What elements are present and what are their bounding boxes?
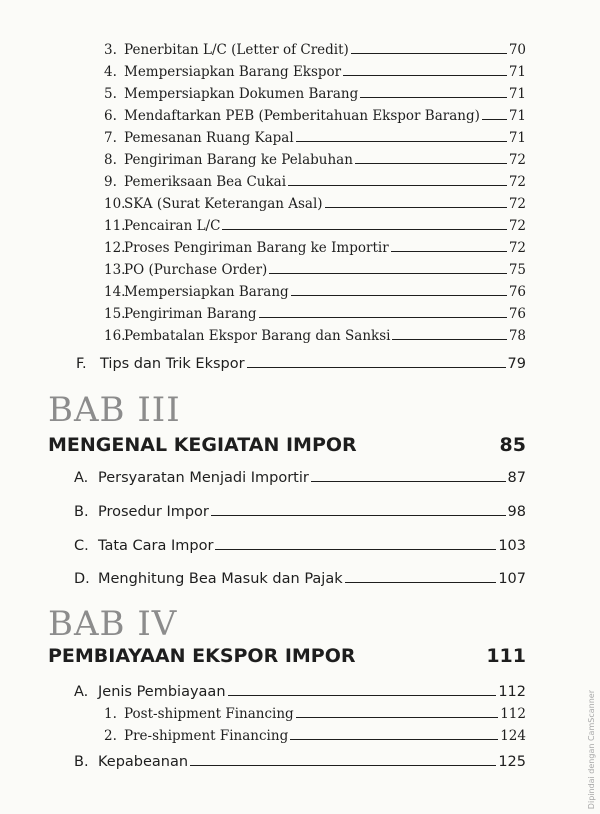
toc-subitem[interactable]: 16. Pembatalan Ekspor Barang dan Sanksi 78 bbox=[104, 328, 526, 344]
leader-line bbox=[291, 295, 507, 296]
toc-page-number: 103 bbox=[498, 538, 526, 554]
leader-line bbox=[259, 317, 507, 318]
toc-item-text: Persyaratan Menjadi Importir bbox=[98, 470, 309, 486]
chapter-page-number: 111 bbox=[486, 645, 526, 667]
chapter-title: PEMBIAYAAN EKSPOR IMPOR bbox=[48, 645, 356, 667]
leader-line bbox=[360, 97, 507, 98]
leader-line bbox=[343, 75, 507, 76]
toc-subitem[interactable]: 7. Pemesanan Ruang Kapal 71 bbox=[104, 130, 526, 146]
toc-item-f[interactable]: F. Tips dan Trik Ekspor 79 bbox=[76, 356, 526, 372]
toc-page-number: 71 bbox=[508, 64, 526, 80]
toc-item[interactable]: B. Kepabeanan 125 bbox=[74, 754, 526, 770]
toc-page-number: 107 bbox=[498, 571, 526, 587]
toc-page-number: 72 bbox=[508, 240, 526, 256]
toc-subitem-text: Mempersiapkan Barang bbox=[124, 284, 289, 300]
toc-item-text: Kepabeanan bbox=[98, 754, 189, 770]
toc-page-number: 125 bbox=[498, 754, 526, 770]
toc-subitem-text: Mempersiapkan Barang Ekspor bbox=[124, 64, 342, 80]
leader-line bbox=[247, 367, 506, 368]
toc-subitem-text: Pemesanan Ruang Kapal bbox=[124, 130, 294, 146]
toc-subitem[interactable]: 10. SKA (Surat Keterangan Asal) 72 bbox=[104, 196, 526, 212]
toc-subitem[interactable]: 2. Pre-shipment Financing 124 bbox=[104, 728, 526, 744]
leader-line bbox=[391, 251, 507, 252]
chapter-page-number: 85 bbox=[499, 434, 526, 456]
toc-page-number: 87 bbox=[507, 470, 526, 486]
leader-line bbox=[325, 207, 507, 208]
toc-subitem-text: Mendaftarkan PEB (Pemberitahuan Ekspor Barang) bbox=[124, 108, 480, 124]
toc-subitem-text: Pre-shipment Financing bbox=[124, 728, 289, 744]
toc-subitem-text: Pemeriksaan Bea Cukai bbox=[124, 174, 287, 190]
leader-line bbox=[288, 185, 507, 186]
toc-subitem-text: PO (Purchase Order) bbox=[124, 262, 268, 278]
toc-item[interactable]: C. Tata Cara Impor 103 bbox=[74, 538, 526, 554]
toc-subitem-text: Pengiriman Barang ke Pelabuhan bbox=[124, 152, 353, 168]
toc-page-number: 72 bbox=[508, 174, 526, 190]
leader-line bbox=[215, 549, 496, 550]
toc-page-number: 72 bbox=[508, 152, 526, 168]
toc-subitem[interactable]: 3. Penerbitan L/C (Letter of Credit) 70 bbox=[104, 42, 526, 58]
toc-page-number: 76 bbox=[508, 306, 526, 322]
toc-page-number: 70 bbox=[508, 42, 526, 58]
leader-line bbox=[211, 515, 506, 516]
toc-subitem[interactable]: 14. Mempersiapkan Barang 76 bbox=[104, 284, 526, 300]
chapter-label: BAB IV bbox=[48, 604, 178, 644]
chapter-label: BAB III bbox=[48, 390, 181, 430]
leader-line bbox=[345, 582, 497, 583]
toc-subitem-text: Pencairan L/C bbox=[124, 218, 221, 234]
leader-line bbox=[351, 53, 507, 54]
leader-line bbox=[228, 695, 497, 696]
toc-item[interactable]: A. Persyaratan Menjadi Importir 87 bbox=[74, 470, 526, 486]
toc-page-number: 76 bbox=[508, 284, 526, 300]
toc-page-number: 71 bbox=[508, 86, 526, 102]
toc-page-number: 98 bbox=[507, 504, 526, 520]
scanner-watermark: Dipindai dengan CamScanner bbox=[587, 690, 596, 810]
toc-subitem[interactable]: 15. Pengiriman Barang 76 bbox=[104, 306, 526, 322]
toc-page-number: 112 bbox=[500, 706, 526, 722]
toc-page-number: 75 bbox=[508, 262, 526, 278]
toc-item[interactable]: A. Jenis Pembiayaan 112 bbox=[74, 684, 526, 700]
chapter-heading[interactable] bbox=[48, 645, 526, 667]
toc-page-number: 72 bbox=[508, 196, 526, 212]
toc-page-number: 71 bbox=[508, 130, 526, 146]
toc-page-number: 112 bbox=[498, 684, 526, 700]
leader-line bbox=[296, 717, 499, 718]
toc-subitem-text: Penerbitan L/C (Letter of Credit) bbox=[124, 42, 349, 58]
toc-page-number: 124 bbox=[500, 728, 526, 744]
leader-line bbox=[269, 273, 506, 274]
toc-subitem-text: Proses Pengiriman Barang ke Importir bbox=[124, 240, 389, 256]
toc-subitem[interactable]: 8. Pengiriman Barang ke Pelabuhan 72 bbox=[104, 152, 526, 168]
toc-subitem[interactable]: 13. PO (Purchase Order) 75 bbox=[104, 262, 526, 278]
toc-subitem-text: Pembatalan Ekspor Barang dan Sanksi bbox=[124, 328, 391, 344]
leader-line bbox=[290, 739, 498, 740]
toc-subitem-text: Post-shipment Financing bbox=[124, 706, 294, 722]
toc-page-number: 79 bbox=[507, 356, 526, 372]
toc-item[interactable]: D. Menghitung Bea Masuk dan Pajak 107 bbox=[74, 571, 526, 587]
toc-page-number: 78 bbox=[508, 328, 526, 344]
toc-page-number: 71 bbox=[508, 108, 526, 124]
toc-item-text: Jenis Pembiayaan bbox=[98, 684, 226, 700]
leader-line bbox=[296, 141, 507, 142]
toc-subitem[interactable]: 1. Post-shipment Financing 112 bbox=[104, 706, 526, 722]
toc-item-text: Prosedur Impor bbox=[98, 504, 209, 520]
leader-line bbox=[355, 163, 507, 164]
leader-line bbox=[190, 765, 496, 766]
chapter-heading[interactable] bbox=[48, 434, 526, 456]
toc-page-number: 72 bbox=[508, 218, 526, 234]
toc-item-text: Menghitung Bea Masuk dan Pajak bbox=[98, 571, 343, 587]
toc-subitem-text: Pengiriman Barang bbox=[124, 306, 257, 322]
toc-subitem-text: Mempersiapkan Dokumen Barang bbox=[124, 86, 359, 102]
toc-subitem[interactable]: 11. Pencairan L/C 72 bbox=[104, 218, 526, 234]
chapter-title: MENGENAL KEGIATAN IMPOR bbox=[48, 434, 357, 456]
leader-line bbox=[392, 339, 506, 340]
toc-subitem[interactable]: 9. Pemeriksaan Bea Cukai 72 bbox=[104, 174, 526, 190]
toc-item-text: Tips dan Trik Ekspor bbox=[100, 356, 245, 372]
leader-line bbox=[222, 229, 506, 230]
toc-item[interactable]: B. Prosedur Impor 98 bbox=[74, 504, 526, 520]
toc-subitem[interactable]: 12. Proses Pengiriman Barang ke Importir 72 bbox=[104, 240, 526, 256]
toc-subitem[interactable]: 5. Mempersiapkan Dokumen Barang 71 bbox=[104, 86, 526, 102]
toc-subitem[interactable]: 4. Mempersiapkan Barang Ekspor 71 bbox=[104, 64, 526, 80]
toc-item-text: Tata Cara Impor bbox=[98, 538, 214, 554]
toc-subitem[interactable]: 6. Mendaftarkan PEB (Pemberitahuan Ekspor Barang) 71 bbox=[104, 108, 526, 124]
leader-line bbox=[311, 481, 506, 482]
leader-line bbox=[482, 119, 507, 120]
toc-subitem-text: SKA (Surat Keterangan Asal) bbox=[124, 196, 323, 212]
